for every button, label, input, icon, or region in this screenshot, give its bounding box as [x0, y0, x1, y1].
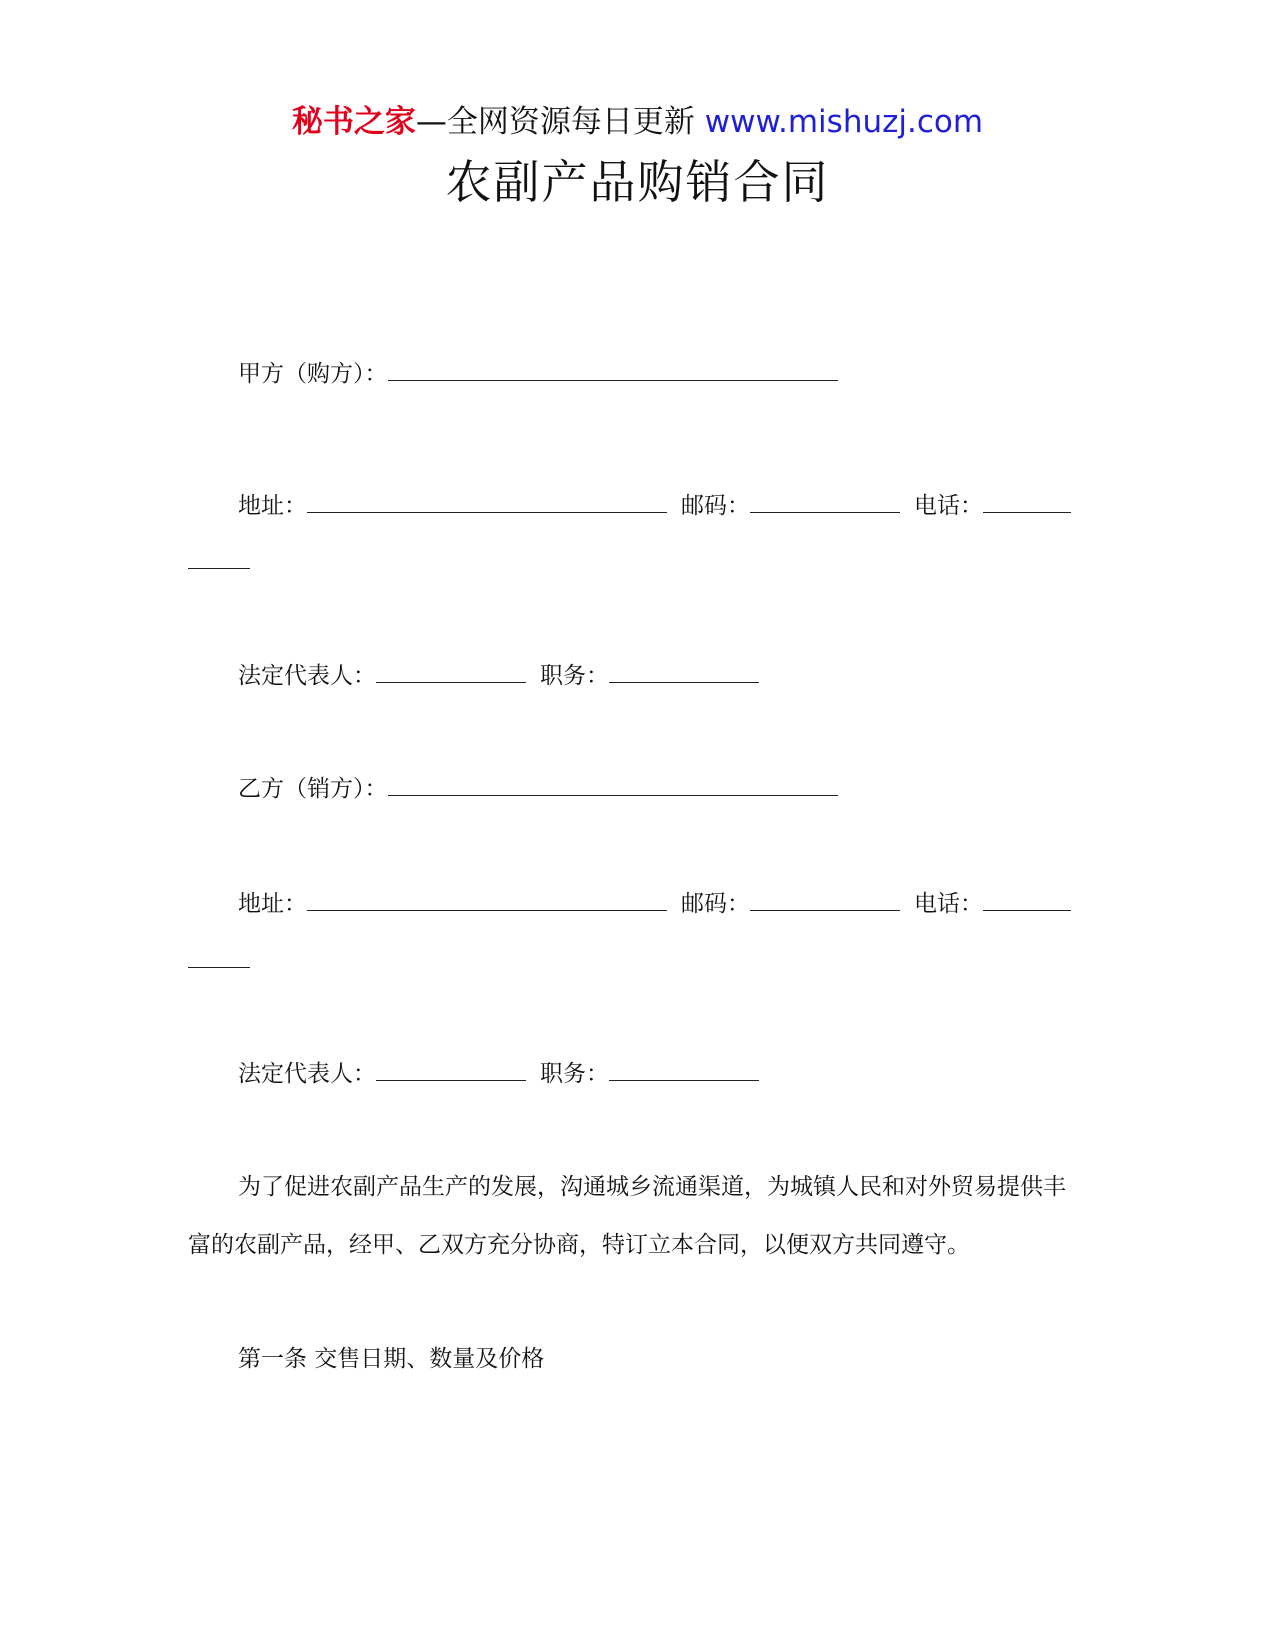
party-a-phone-label: 电话： [914, 493, 983, 519]
party-a-address-blank [307, 490, 667, 513]
party-a-postcode-label: 邮码： [681, 493, 750, 519]
party-a-phone-continuation [188, 546, 250, 578]
party-a-rep-blank [376, 660, 526, 683]
party-b-phone-continuation [188, 945, 250, 977]
article-1-heading: 第一条 交售日期、数量及价格 [238, 1346, 545, 1372]
header-url-link[interactable]: www.mishuzj.com [704, 104, 984, 140]
party-a-postcode-blank [750, 490, 900, 513]
party-b-position-label: 职务： [540, 1061, 609, 1087]
party-a-phone-blank-tail [188, 546, 250, 569]
party-a-contact-line [238, 490, 1071, 522]
party-b-phone-label: 电话： [914, 891, 983, 917]
party-a-label: 甲方（购方）： [238, 361, 388, 387]
party-b-postcode-label: 邮码： [681, 891, 750, 917]
party-b-label: 乙方（销方）： [238, 776, 388, 802]
party-a-address-label: 地址： [238, 493, 307, 519]
party-a-blank [388, 358, 838, 381]
party-b-postcode-blank [750, 888, 900, 911]
party-b-rep-line [238, 1058, 759, 1090]
party-b-position-blank [609, 1058, 759, 1081]
party-b-rep-blank [376, 1058, 526, 1081]
brand-name: 秘书之家 [291, 104, 416, 140]
party-a-rep-line [238, 660, 759, 692]
party-a-position-blank [609, 660, 759, 683]
site-header [0, 100, 1275, 144]
party-b-address-label: 地址： [238, 891, 307, 917]
party-a-position-label: 职务： [540, 663, 609, 689]
party-a-line [238, 358, 838, 390]
party-a-phone-blank [983, 490, 1071, 513]
party-b-blank [388, 773, 838, 796]
page-title: 农副产品购销合同 [445, 155, 830, 209]
party-b-rep-label: 法定代表人： [238, 1061, 376, 1087]
party-b-phone-blank-tail [188, 945, 250, 968]
intro-paragraph: 为了促进农副产品生产的发展，沟通城乡流通渠道，为城镇人民和对外贸易提供丰富的农副产品，经甲、乙双方充分协商，特订立本合同，以便双方共同遵守。 [188, 1174, 1066, 1258]
party-b-phone-blank [983, 888, 1071, 911]
party-b-contact-line [238, 888, 1071, 920]
party-b-address-blank [307, 888, 667, 911]
party-a-rep-label: 法定代表人： [238, 663, 376, 689]
party-b-line [238, 773, 838, 805]
header-tagline: —全网资源每日更新 [415, 104, 695, 140]
